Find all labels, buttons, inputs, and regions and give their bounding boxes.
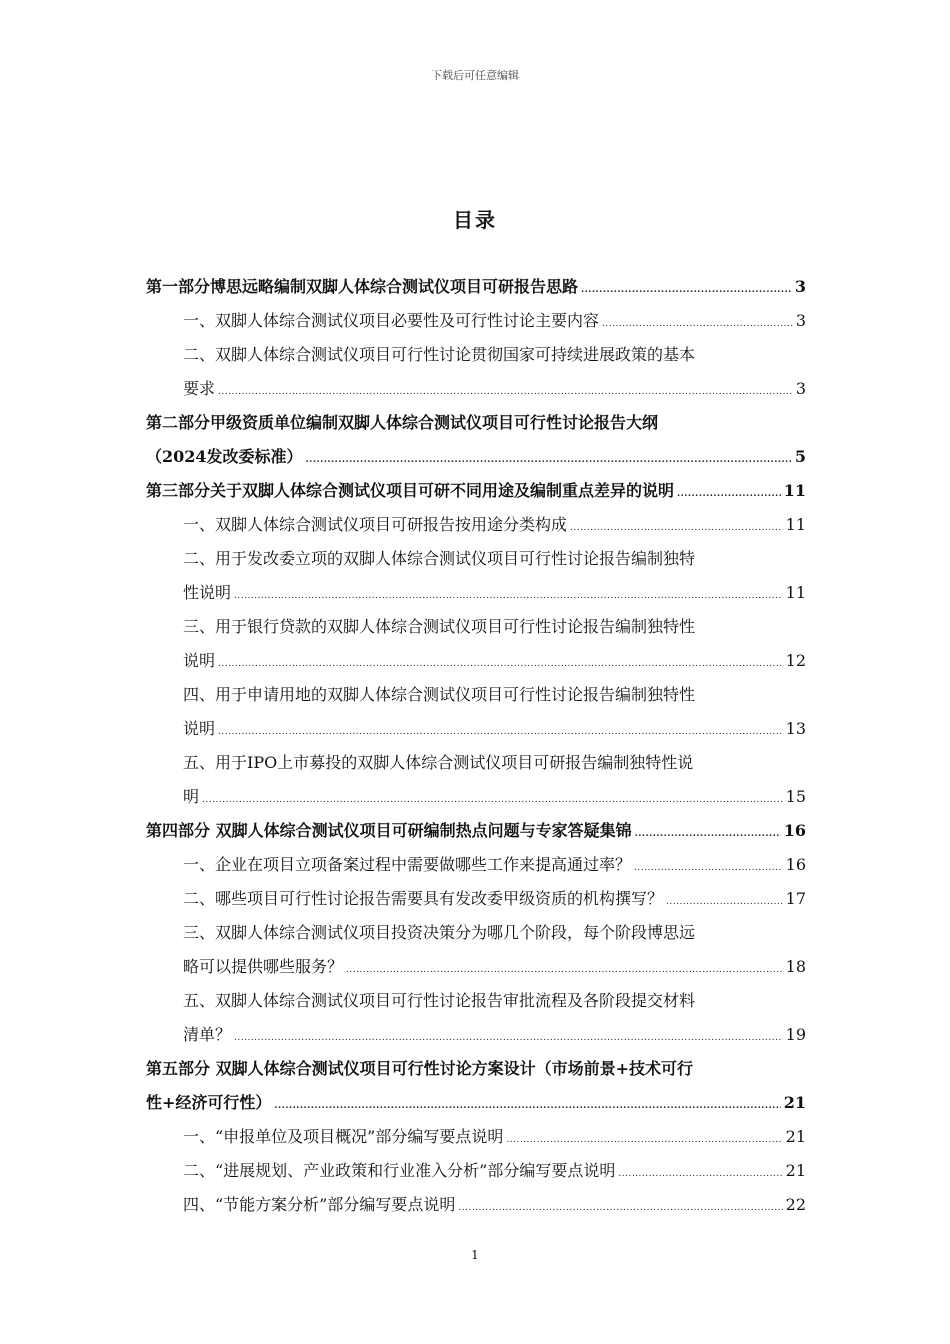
toc-entry-text: 三、用于银行贷款的双脚人体综合测试仪项目可行性讨论报告编制独特性 (183, 617, 696, 636)
toc-entry-text: 第三部分关于双脚人体综合测试仪项目可研不同用途及编制重点差异的说明 (146, 481, 675, 500)
toc-entry-text: 清单？ (183, 1025, 232, 1044)
toc-entry-text: 四、用于申请用地的双脚人体综合测试仪项目可行性讨论报告编制独特性 (183, 685, 696, 704)
toc-page-number: 5 (794, 447, 806, 466)
toc-entry[interactable] (146, 1120, 806, 1154)
toc-entry-text: 二、双脚人体综合测试仪项目可行性讨论贯彻国家可持续进展政策的基本 (183, 345, 696, 364)
toc-page-number: 11 (785, 583, 806, 602)
toc-entry-text: 说明 (183, 651, 216, 670)
toc-page-number: 11 (785, 515, 806, 534)
toc-page-number: 3 (795, 311, 806, 330)
toc-entry[interactable] (146, 746, 806, 814)
toc-page-number: 3 (795, 379, 806, 398)
toc-entry-text: 三、双脚人体综合测试仪项目投资决策分为哪几个阶段，每个阶段博思远 (183, 923, 696, 942)
toc-entry-text: 明 (183, 787, 200, 806)
dot-leader (306, 443, 792, 474)
toc-entry-text: 第四部分 双脚人体综合测试仪项目可研编制热点问题与专家答疑集锦 (146, 821, 632, 840)
toc-entry-text: 五、用于IPO上市募投的双脚人体综合测试仪项目可研报告编制独特性说 (183, 753, 694, 772)
toc-entry-text: 二、用于发改委立项的双脚人体综合测试仪项目可行性讨论报告编制独特 (183, 549, 696, 568)
dot-leader (635, 817, 781, 848)
toc-entry[interactable] (146, 1154, 806, 1188)
toc-entry[interactable] (146, 1188, 806, 1222)
toc-entry[interactable] (146, 678, 806, 746)
toc-entry-text: 一、“申报单位及项目概况”部分编写要点说明 (183, 1127, 504, 1146)
dot-leader (506, 1123, 782, 1154)
dot-leader (618, 1157, 782, 1188)
toc-entry-text: 略可以提供哪些服务？ (183, 957, 344, 976)
toc-entry[interactable] (146, 338, 806, 406)
dot-leader (570, 511, 783, 542)
dot-leader (234, 579, 783, 610)
dot-leader (666, 885, 783, 916)
toc-entry-text: 一、双脚人体综合测试仪项目可研报告按用途分类构成 (183, 515, 568, 534)
dot-leader (346, 953, 783, 984)
dot-leader (218, 647, 783, 678)
dot-leader (602, 307, 793, 338)
toc-page-number: 16 (783, 821, 806, 840)
toc-title: 目录 (453, 208, 497, 232)
toc-entry-text: 性说明 (183, 583, 232, 602)
dot-leader (581, 273, 792, 304)
header-note: 下载后可任意编辑 (431, 69, 519, 82)
toc-entry[interactable] (146, 916, 806, 984)
toc-entry[interactable] (146, 474, 806, 508)
toc-page-number: 21 (785, 1127, 806, 1146)
toc-entry-text: 第一部分博思远略编制双脚人体综合测试仪项目可研报告思路 (146, 277, 579, 296)
toc-entry[interactable] (146, 542, 806, 610)
toc-page-number: 22 (785, 1195, 806, 1214)
toc-entry-text: 二、“进展规划、产业政策和行业准入分析”部分编写要点说明 (183, 1161, 616, 1180)
dot-leader (218, 715, 783, 746)
toc-entry[interactable] (146, 406, 806, 474)
toc-entry-text: 四、“节能方案分析”部分编写要点说明 (183, 1195, 456, 1214)
toc-entry-text: 二、哪些项目可行性讨论报告需要具有发改委甲级资质的机构撰写？ (183, 889, 664, 908)
toc-page-number: 15 (785, 787, 806, 806)
dot-leader (218, 375, 793, 406)
dot-leader (202, 783, 783, 814)
toc-entry[interactable] (146, 508, 806, 542)
toc-page-number: 3 (794, 277, 806, 296)
dot-leader (234, 1021, 783, 1052)
toc-entry[interactable] (146, 814, 806, 848)
dot-leader (274, 1089, 780, 1120)
toc-entry-text: 要求 (183, 379, 216, 398)
toc-entry-text: 第二部分甲级资质单位编制双脚人体综合测试仪项目可行性讨论报告大纲 (146, 413, 659, 432)
toc-page-number: 11 (783, 481, 806, 500)
page-number: 1 (471, 1248, 479, 1262)
toc-entry[interactable] (146, 1052, 806, 1120)
dot-leader (677, 477, 781, 508)
toc-entry-text: 一、双脚人体综合测试仪项目必要性及可行性讨论主要内容 (183, 311, 600, 330)
dot-leader (458, 1191, 782, 1222)
toc-entry[interactable] (146, 270, 806, 304)
toc-page-number: 21 (783, 1093, 806, 1112)
toc-entry-text: 说明 (183, 719, 216, 738)
toc-page-number: 18 (785, 957, 806, 976)
toc-entry-text: 五、双脚人体综合测试仪项目可行性讨论报告审批流程及各阶段提交材料 (183, 991, 696, 1010)
dot-leader (634, 851, 783, 882)
toc-entry[interactable] (146, 848, 806, 882)
toc-page-number: 19 (785, 1025, 806, 1044)
toc-entry[interactable] (146, 304, 806, 338)
toc-entry-text: 一、企业在项目立项备案过程中需要做哪些工作来提高通过率？ (183, 855, 632, 874)
toc-entry-text: 第五部分 双脚人体综合测试仪项目可行性讨论方案设计（市场前景+技术可行 (146, 1059, 693, 1078)
toc-page-number: 13 (785, 719, 806, 738)
table-of-contents (146, 270, 806, 1222)
toc-page-number: 17 (785, 889, 806, 908)
toc-entry[interactable] (146, 882, 806, 916)
toc-entry-text: 性+经济可行性） (146, 1093, 272, 1112)
toc-page-number: 12 (785, 651, 806, 670)
toc-entry-text: （2024发改委标准） (146, 447, 303, 466)
toc-entry[interactable] (146, 984, 806, 1052)
toc-page-number: 21 (785, 1161, 806, 1180)
toc-page-number: 16 (785, 855, 806, 874)
toc-entry[interactable] (146, 610, 806, 678)
